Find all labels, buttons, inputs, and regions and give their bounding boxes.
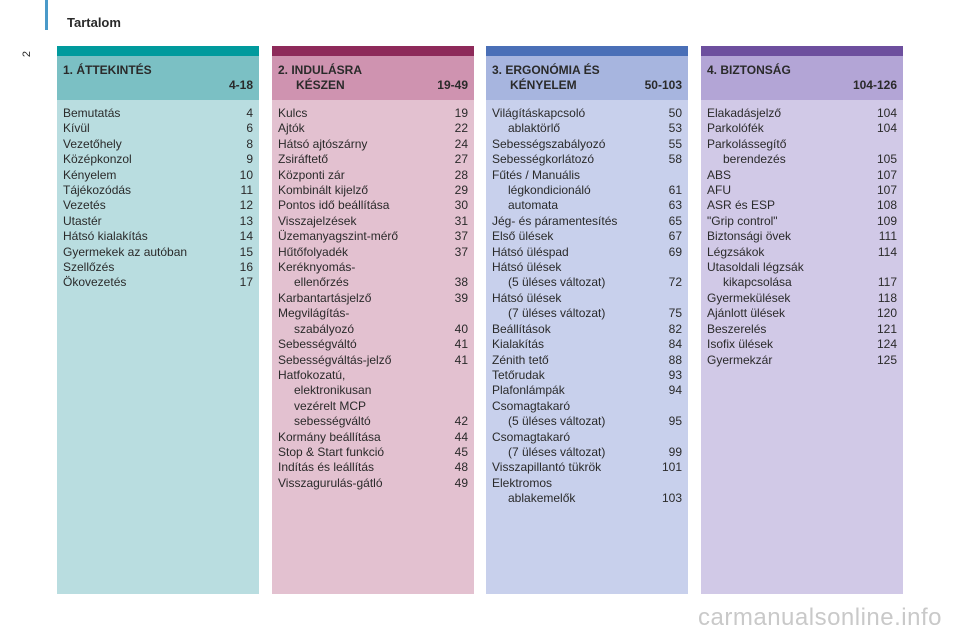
- toc-entry-page: 101: [661, 460, 682, 475]
- toc-entry-label: ellenőrzés: [294, 275, 349, 290]
- toc-entry[interactable]: [63, 260, 253, 275]
- toc-entry-label: Világításkapcsoló: [492, 106, 586, 120]
- toc-entry[interactable]: [707, 198, 897, 213]
- toc-entry[interactable]: [492, 198, 682, 213]
- toc-entry-label: Visszajelzések: [278, 213, 357, 228]
- toc-entry[interactable]: [707, 353, 897, 368]
- toc-entry[interactable]: [63, 152, 253, 167]
- toc-entry-label: Pontos idő beállítása: [278, 198, 390, 213]
- toc-entry-page: 53: [668, 121, 682, 136]
- toc-entry-label: (7 üléses változat): [508, 444, 606, 459]
- toc-entry-label: Tájékozódás: [63, 183, 132, 198]
- section-column-ergonomics: [486, 46, 688, 594]
- toc-entry-label: Ökovezetés: [63, 275, 127, 290]
- toc-entry[interactable]: [492, 368, 682, 383]
- toc-entry-page: 37: [454, 244, 468, 259]
- toc-entry-page: 4: [246, 106, 253, 120]
- toc-entry-page: 99: [668, 444, 682, 459]
- toc-entry-page: [873, 137, 897, 152]
- toc-entry-page: [444, 399, 468, 414]
- toc-entry[interactable]: [707, 245, 897, 260]
- toc-entry-label: Sebességkorlátozó: [492, 152, 595, 167]
- toc-entry-label: Fűtés / Manuális: [492, 167, 581, 182]
- toc-entry[interactable]: [278, 198, 468, 213]
- toc-entry-label: Kombinált kijelző: [278, 183, 369, 198]
- toc-entry-label: Zsiráftető: [278, 152, 329, 167]
- toc-entry-label: Első ülések: [492, 229, 554, 244]
- toc-entry-page: 105: [876, 152, 897, 167]
- toc-entry: [492, 399, 682, 414]
- toc-entry[interactable]: [707, 214, 897, 229]
- toc-entry-page: 75: [668, 306, 682, 321]
- toc-entry-page: 38: [454, 275, 468, 290]
- toc-entry-label: Középkonzol: [63, 152, 132, 167]
- toc-entry-page: 121: [876, 321, 897, 336]
- toc-entry[interactable]: [492, 491, 682, 506]
- toc-entry: [278, 383, 468, 398]
- toc-entry-page: 118: [877, 290, 897, 305]
- toc-entry-label: Ajtók: [278, 121, 305, 136]
- toc-entry-label: Üzemanyagszint-mérő: [278, 229, 399, 244]
- toc-entry[interactable]: [63, 183, 253, 198]
- toc-entry-page: 55: [668, 136, 682, 151]
- toc-entry-label: Hátsó kialakítás: [63, 229, 148, 244]
- toc-entry-label: Tetőrudak: [492, 367, 545, 382]
- toc-entry[interactable]: [492, 106, 682, 121]
- toc-entry-label: Hátsó ülések: [492, 290, 562, 305]
- toc-entry-label: Beállítások: [492, 321, 551, 336]
- toc-entry[interactable]: [278, 214, 468, 229]
- section-color-bar: [272, 46, 474, 56]
- toc-entry-label: Központi zár: [278, 167, 345, 182]
- toc-entry-label: vezérelt MCP: [294, 398, 367, 413]
- toc-entry: [278, 260, 468, 275]
- toc-entry-page: 28: [454, 167, 468, 182]
- toc-entry-label: Gyermekek az autóban: [63, 244, 188, 259]
- toc-entry-page: 17: [239, 275, 253, 290]
- toc-entry[interactable]: [63, 245, 253, 260]
- toc-entry[interactable]: [63, 168, 253, 183]
- toc-entry-label: Plafonlámpák: [492, 383, 565, 398]
- toc-entry-page: [658, 260, 682, 275]
- toc-entry-page: 67: [668, 229, 682, 244]
- toc-entry-label: Zénith tető: [492, 352, 549, 367]
- toc-entry-page: 95: [668, 414, 682, 429]
- section-page-range: 19-49: [437, 78, 468, 92]
- toc-entry[interactable]: [278, 414, 468, 429]
- section-page-range: 4-18: [228, 78, 253, 92]
- toc-entry-label: Hatfokozatú,: [278, 367, 346, 382]
- toc-entry-label: ablaktörlő: [508, 121, 561, 136]
- toc-entry-page: 40: [454, 321, 468, 336]
- toc-entry-label: ABS: [707, 167, 732, 182]
- section-column-overview: [57, 46, 259, 594]
- toc-entry[interactable]: [492, 183, 682, 198]
- toc-entry[interactable]: [278, 106, 468, 121]
- toc-entry-page: [658, 291, 682, 306]
- toc-entry-label: Biztonsági övek: [707, 229, 792, 244]
- toc-entry-page: 6: [246, 121, 253, 136]
- toc-entry-label: elektronikusan: [294, 383, 372, 398]
- toc-entry-label: Jég- és páramentesítés: [492, 213, 618, 228]
- toc-entry-page: 107: [876, 167, 897, 182]
- toc-entry-label: Kényelem: [63, 167, 117, 182]
- toc-entry-page: 16: [239, 260, 253, 275]
- toc-entry[interactable]: [707, 306, 897, 321]
- toc-entry-page: 104: [876, 106, 897, 120]
- section-column-safety: [701, 46, 903, 594]
- toc-entry-page: 61: [668, 183, 682, 198]
- toc-entry[interactable]: [707, 152, 897, 167]
- section-title-line2: KÉNYELEM: [510, 78, 577, 92]
- toc-entry-label: automata: [508, 198, 559, 213]
- side-accent-bar: [45, 0, 48, 30]
- section-title-line2: KÉSZEN: [296, 78, 345, 92]
- toc-entry-page: [444, 260, 468, 275]
- toc-entry-page: 11: [240, 183, 253, 198]
- toc-entry-label: Sebességváltó: [278, 337, 357, 352]
- toc-entry[interactable]: [707, 168, 897, 183]
- toc-entry-label: Gyermekzár: [707, 352, 773, 367]
- section-title-line2: [63, 78, 81, 93]
- toc-entry-label: Stop & Start funkció: [278, 444, 385, 459]
- toc-entry: [278, 399, 468, 414]
- toc-entry-page: 14: [239, 229, 253, 244]
- section-header: [272, 56, 474, 100]
- toc-entry-page: 114: [877, 244, 897, 259]
- toc-entry-page: 12: [239, 198, 253, 213]
- toc-entry[interactable]: [492, 445, 682, 460]
- toc-entry-label: "Grip control": [707, 213, 778, 228]
- toc-entry-page: [444, 306, 468, 321]
- toc-entry-label: ASR és ESP: [707, 198, 776, 213]
- toc-entry[interactable]: [707, 275, 897, 290]
- toc-entry-page: 107: [876, 183, 897, 198]
- toc-entry-label: Indítás és leállítás: [278, 460, 375, 475]
- toc-entry-label: Beszerelés: [707, 321, 767, 336]
- page-title: Tartalom: [67, 15, 121, 30]
- toc-entry-page: 31: [454, 213, 468, 228]
- toc-entry-page: 24: [454, 136, 468, 151]
- toc-entry-page: [658, 430, 682, 445]
- toc-entry-page: 48: [454, 460, 468, 475]
- toc-entry-page: [444, 368, 468, 383]
- toc-entry-page: 22: [454, 121, 468, 136]
- toc-entry-page: 111: [878, 229, 897, 244]
- toc-entry[interactable]: [278, 152, 468, 167]
- toc-entry[interactable]: [707, 337, 897, 352]
- toc-entry-page: 49: [454, 475, 468, 490]
- toc-entry-page: [873, 260, 897, 275]
- toc-entry: [492, 260, 682, 275]
- toc-entry-label: Hűtőfolyadék: [278, 244, 349, 259]
- toc-entry-page: 44: [454, 429, 468, 444]
- toc-entry-label: Megvilágítás-: [278, 306, 350, 321]
- section-color-bar: [701, 46, 903, 56]
- toc-entry[interactable]: [492, 121, 682, 136]
- section-color-bar: [57, 46, 259, 56]
- section-color-bar: [486, 46, 688, 56]
- toc-entry[interactable]: [492, 322, 682, 337]
- toc-entry[interactable]: [278, 291, 468, 306]
- toc-entry-page: 108: [876, 198, 897, 213]
- toc-entry-label: Visszagurulás-gátló: [278, 475, 383, 490]
- toc-entry[interactable]: [707, 183, 897, 198]
- toc-entry: [278, 306, 468, 321]
- toc-entry-page: [658, 168, 682, 183]
- section-title: 1. ÁTTEKINTÉS: [63, 63, 152, 77]
- toc-entry-label: Szellőzés: [63, 260, 115, 275]
- toc-entry-label: Utastér: [63, 213, 102, 228]
- toc-entry-page: 30: [454, 198, 468, 213]
- toc-entry-page: 19: [454, 106, 468, 120]
- toc-entry: [492, 476, 682, 491]
- toc-entry-page: 27: [454, 152, 468, 167]
- toc-entry[interactable]: [707, 106, 897, 121]
- toc-entry-label: Hátsó ülések: [492, 260, 562, 275]
- toc-entry-page: [658, 476, 682, 491]
- toc-entry-label: Keréknyomás-: [278, 260, 356, 275]
- section-entries: [272, 100, 474, 491]
- section-entries: [57, 100, 259, 291]
- toc-entry-page: 50: [668, 106, 682, 120]
- toc-entry: [492, 168, 682, 183]
- toc-entry-label: légkondicionáló: [508, 183, 591, 198]
- section-title: 2. INDULÁSRA: [278, 63, 363, 77]
- toc-entry-label: Légzsákok: [707, 244, 765, 259]
- toc-entry-label: Sebességváltás-jelző: [278, 352, 392, 367]
- toc-entry[interactable]: [707, 291, 897, 306]
- section-column-getting-ready: [272, 46, 474, 594]
- toc-entry-label: Hátsó üléspad: [492, 244, 569, 259]
- toc-entry-label: Vezetőhely: [63, 136, 122, 151]
- toc-entry[interactable]: [707, 322, 897, 337]
- toc-entry[interactable]: [278, 337, 468, 352]
- toc-entry-page: [444, 383, 468, 398]
- toc-entry[interactable]: [63, 214, 253, 229]
- toc-entry-label: Csomagtakaró: [492, 398, 571, 413]
- toc-entry-label: (7 üléses változat): [508, 306, 606, 321]
- section-page-range: 50-103: [644, 78, 682, 92]
- toc-entry-label: Sebességszabályozó: [492, 136, 606, 151]
- toc-entry[interactable]: [278, 229, 468, 244]
- toc-entry[interactable]: [492, 275, 682, 290]
- toc-entry-page: 120: [876, 306, 897, 321]
- toc-entry-label: Parkolássegítő: [707, 136, 787, 151]
- toc-entry[interactable]: [492, 306, 682, 321]
- toc-entry[interactable]: [492, 245, 682, 260]
- toc-entry-page: 124: [876, 337, 897, 352]
- toc-entry-page: 82: [668, 321, 682, 336]
- toc-entry[interactable]: [278, 476, 468, 491]
- toc-entry-page: 10: [239, 167, 253, 182]
- page-number: 2: [21, 50, 34, 58]
- section-title-line2: [707, 78, 725, 93]
- toc-entry[interactable]: [278, 168, 468, 183]
- toc-entry-page: 69: [668, 244, 682, 259]
- toc-entry-label: Ajánlott ülések: [707, 306, 786, 321]
- toc-entry-page: 37: [454, 229, 468, 244]
- section-entries: [701, 100, 903, 368]
- toc-entry-label: Csomagtakaró: [492, 429, 571, 444]
- toc-entry[interactable]: [492, 337, 682, 352]
- toc-entry-label: (5 üléses változat): [508, 414, 606, 429]
- toc-entry-label: kikapcsolása: [723, 275, 792, 290]
- toc-entry-page: 125: [876, 352, 897, 367]
- toc-entry-page: 88: [668, 352, 682, 367]
- toc-entry-label: Vezetés: [63, 198, 106, 213]
- toc-entry-label: sebességváltó: [294, 414, 371, 429]
- toc-entry[interactable]: [63, 106, 253, 121]
- toc-entry[interactable]: [492, 460, 682, 475]
- toc-entry[interactable]: [492, 137, 682, 152]
- toc-entry[interactable]: [63, 229, 253, 244]
- toc-entry: [492, 291, 682, 306]
- toc-entry-page: 41: [454, 352, 468, 367]
- toc-entry-page: 72: [668, 275, 682, 290]
- section-page-range: 104-126: [852, 78, 897, 92]
- toc-entry[interactable]: [278, 137, 468, 152]
- section-header: [57, 56, 259, 100]
- toc-entry-page: 39: [454, 290, 468, 305]
- toc-entry[interactable]: [278, 121, 468, 136]
- toc-entry-page: 109: [876, 213, 897, 228]
- toc-entry[interactable]: [278, 275, 468, 290]
- toc-entry[interactable]: [707, 121, 897, 136]
- toc-entry-page: 93: [668, 367, 682, 382]
- toc-entry[interactable]: [278, 245, 468, 260]
- toc-entry-page: 94: [668, 383, 682, 398]
- toc-entry[interactable]: [492, 152, 682, 167]
- toc-entry-label: ablakemelők: [508, 491, 576, 506]
- toc-entry-label: Gyermekülések: [707, 290, 791, 305]
- toc-entry[interactable]: [63, 121, 253, 136]
- toc-entry-label: Bemutatás: [63, 106, 121, 120]
- toc-entry-page: 103: [661, 491, 682, 506]
- toc-entry-page: 9: [246, 152, 253, 167]
- toc-entry: [707, 260, 897, 275]
- section-title: 3. ERGONÓMIA ÉS: [492, 63, 600, 77]
- toc-entry-label: szabályozó: [294, 321, 355, 336]
- toc-entry[interactable]: [278, 445, 468, 460]
- section-entries: [486, 100, 688, 507]
- toc-entry-page: 8: [246, 136, 253, 151]
- toc-entry[interactable]: [492, 229, 682, 244]
- toc-entry-page: [658, 399, 682, 414]
- toc-entry[interactable]: [707, 229, 897, 244]
- section-header: [486, 56, 688, 100]
- toc-entry[interactable]: [278, 430, 468, 445]
- watermark: carmanualsonline.info: [698, 604, 942, 631]
- toc-entry-label: Parkolófék: [707, 121, 764, 136]
- toc-entry-page: 117: [877, 275, 897, 290]
- toc-entry-page: 13: [239, 213, 253, 228]
- toc-entry-page: 58: [668, 152, 682, 167]
- toc-entry-page: 45: [454, 444, 468, 459]
- section-header: [701, 56, 903, 100]
- toc-entry-page: 41: [454, 337, 468, 352]
- toc-entry[interactable]: [492, 414, 682, 429]
- toc-entry: [492, 430, 682, 445]
- toc-entry-page: 84: [668, 337, 682, 352]
- toc-entry-label: berendezés: [723, 152, 786, 167]
- toc-entry[interactable]: [63, 275, 253, 290]
- toc-entry-label: Kialakítás: [492, 337, 545, 352]
- toc-entry-page: 42: [454, 414, 468, 429]
- toc-entry-page: 15: [239, 244, 253, 259]
- toc-entry-page: 29: [454, 183, 468, 198]
- toc-entry[interactable]: [63, 137, 253, 152]
- toc-entry-label: Karbantartásjelző: [278, 290, 372, 305]
- toc-entry-label: Hátsó ajtószárny: [278, 136, 368, 151]
- toc-entry-label: Utasoldali légzsák: [707, 260, 804, 275]
- toc-entry-label: Kívül: [63, 121, 90, 136]
- toc-entry[interactable]: [492, 383, 682, 398]
- toc-entry: [707, 137, 897, 152]
- toc-entry-page: 63: [668, 198, 682, 213]
- toc-entry[interactable]: [278, 183, 468, 198]
- toc-entry-label: Isofix ülések: [707, 337, 774, 352]
- toc-entry-page: 65: [668, 213, 682, 228]
- toc-entry[interactable]: [278, 460, 468, 475]
- toc-entry[interactable]: [278, 322, 468, 337]
- toc-entry-label: Visszapillantó tükrök: [492, 460, 602, 475]
- toc-entry-page: 104: [876, 121, 897, 136]
- section-title: 4. BIZTONSÁG: [707, 63, 791, 77]
- toc-entry[interactable]: [492, 353, 682, 368]
- toc-entry-label: Kulcs: [278, 106, 308, 120]
- toc-entry-label: Elakadásjelző: [707, 106, 782, 120]
- toc-entry-label: AFU: [707, 183, 731, 198]
- toc-entry-label: Elektromos: [492, 475, 553, 490]
- toc-entry-label: (5 üléses változat): [508, 275, 606, 290]
- toc-entry: [278, 368, 468, 383]
- toc-entry[interactable]: [63, 198, 253, 213]
- toc-entry[interactable]: [492, 214, 682, 229]
- toc-entry[interactable]: [278, 353, 468, 368]
- toc-entry-label: Kormány beállítása: [278, 429, 381, 444]
